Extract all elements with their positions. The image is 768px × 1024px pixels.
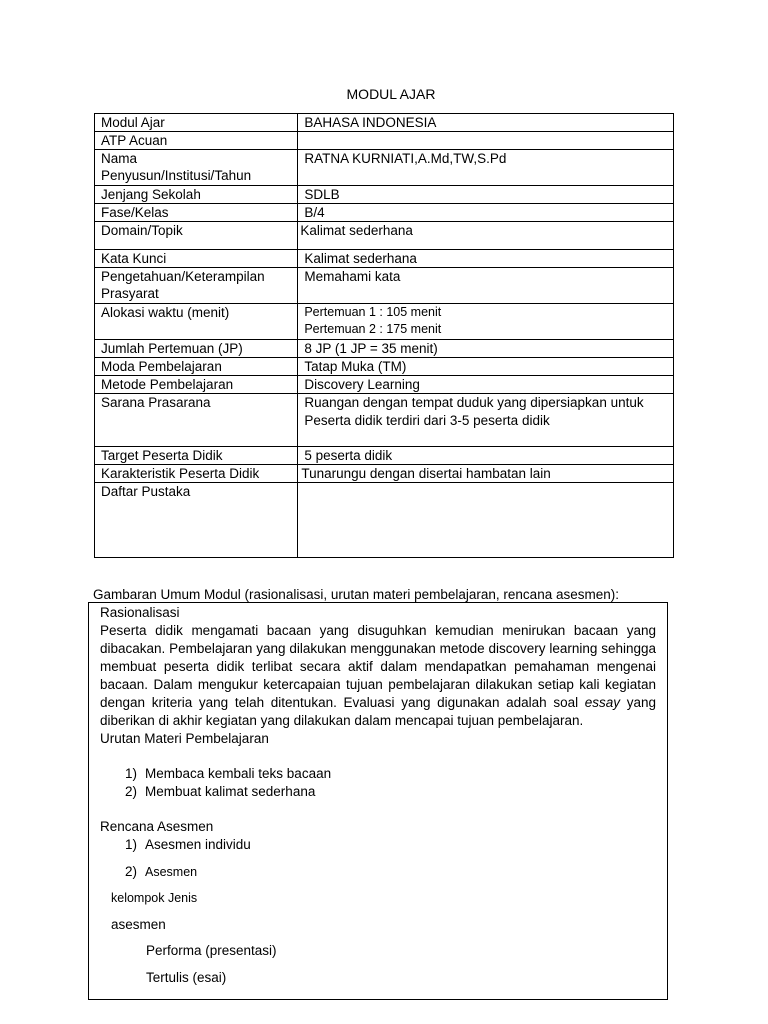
table-row [95, 358, 674, 376]
table-row [95, 250, 674, 268]
overview-heading: Gambaran Umum Modul (rasionalisasi, urutan materi pembelajaran, rencana asesmen): [93, 587, 619, 602]
row-label: Kata Kunci [95, 250, 298, 268]
list-number: 1) [125, 837, 138, 852]
list-text: Membuat kalimat sederhana [145, 784, 316, 799]
rasionalisasi-paragraph [100, 622, 656, 730]
jenis-item: Performa (presentasi) [146, 943, 277, 958]
table-row [95, 304, 674, 340]
row-label: Jenjang Sekolah [95, 186, 298, 204]
jenis-item: Tertulis (esai) [146, 970, 227, 985]
row-value-line: Pertemuan 1 : 105 menit [304, 305, 442, 319]
rasionalisasi-italic: essay [584, 695, 621, 710]
row-value [298, 132, 674, 150]
table-row [95, 340, 674, 358]
table-row [95, 465, 674, 483]
row-value [298, 394, 674, 447]
urutan-label: Urutan Materi Pembelajaran [100, 731, 269, 746]
row-value: 8 JP (1 JP = 35 menit) [298, 340, 674, 358]
row-label: Fase/Kelas [95, 204, 298, 222]
kelompok-jenis-text: kelompok Jenis [111, 891, 198, 905]
row-value: Kalimat sederhana [298, 250, 674, 268]
row-label: ATP Acuan [95, 132, 298, 150]
row-label: Metode Pembelajaran [95, 376, 298, 394]
row-value: Kalimat sederhana [298, 222, 674, 250]
row-label: Daftar Pustaka [95, 483, 298, 558]
row-value [298, 483, 674, 558]
document-title: MODUL AJAR [346, 86, 436, 102]
list-text: Membaca kembali teks bacaan [145, 766, 332, 781]
row-label: Jumlah Pertemuan (JP) [95, 340, 298, 358]
row-value: Memahami kata [298, 268, 674, 304]
rasionalisasi-text: Peserta didik mengamati bacaan yang disuguhkan kemudian menirukan bacaan yang dibacakan. Pembelajaran yang dilakukan menggunakan metode discovery learning sehingga membuat peserta didik terlibat secara aktif dalam mendapatkan pemahaman mengenai bacaan. Dalam mengukur ketercapaian tujuan pembelajaran dilakukan setiap kali kegiatan dengan kriteria yang telah ditentukan. Evaluasi yang digunakan adalah soal [100, 623, 656, 710]
list-number: 2) [125, 864, 138, 879]
table-row [95, 394, 674, 447]
table-row [95, 222, 674, 250]
row-label: Moda Pembelajaran [95, 358, 298, 376]
row-value: B/4 [298, 204, 674, 222]
table-row [95, 268, 674, 304]
row-label-line: Nama [101, 151, 138, 166]
overview-box [88, 602, 668, 1000]
row-value [298, 304, 674, 340]
row-value: Discovery Learning [298, 376, 674, 394]
overview-content [100, 604, 656, 748]
row-label: Domain/Topik [95, 222, 298, 250]
table-row [95, 150, 674, 186]
table-row [95, 132, 674, 150]
module-info-table [94, 113, 674, 558]
row-value: RATNA KURNIATI,A.Md,TW,S.Pd [298, 150, 674, 186]
row-value: BAHASA INDONESIA [298, 114, 674, 132]
row-value-line: Pertemuan 2 : 175 menit [304, 322, 442, 336]
asesmen-word: asesmen [111, 917, 166, 932]
list-text: Asesmen individu [145, 837, 251, 852]
row-label [95, 268, 298, 304]
asesmen-label: Rencana Asesmen [100, 819, 214, 834]
row-value-line: Peserta didik terdiri dari 3-5 peserta didik [304, 413, 550, 428]
row-label: Target Peserta Didik [95, 447, 298, 465]
row-value: SDLB [298, 186, 674, 204]
list-number: 2) [125, 784, 138, 799]
row-value: Tatap Muka (TM) [298, 358, 674, 376]
list-item [125, 783, 315, 801]
row-label [95, 150, 298, 186]
row-label: Alokasi waktu (menit) [95, 304, 298, 340]
row-value: Tunarungu dengan disertai hambatan lain [298, 465, 674, 483]
row-label: Karakteristik Peserta Didik [95, 465, 298, 483]
table-row [95, 114, 674, 132]
row-label-line: Pengetahuan/Keterampilan [101, 269, 265, 284]
list-number: 1) [125, 766, 138, 781]
table-row [95, 376, 674, 394]
row-label-line: Penyusun/Institusi/Tahun [101, 168, 252, 183]
table-row [95, 483, 674, 558]
rasionalisasi-text-end: yang diberikan di akhir kegiatan yang dilakukan dalam mencapai tujuan pembelajaran. [100, 695, 656, 728]
table-row [95, 204, 674, 222]
list-text: Asesmen [145, 865, 198, 879]
row-value-line: Ruangan dengan tempat duduk yang dipersiapkan untuk [304, 395, 644, 410]
rasionalisasi-label: Rasionalisasi [100, 605, 180, 620]
list-item [125, 863, 197, 881]
row-label: Sarana Prasarana [95, 394, 298, 447]
list-item [125, 836, 251, 854]
row-label-line: Prasyarat [101, 286, 159, 301]
table-row [95, 447, 674, 465]
row-label: Modul Ajar [95, 114, 298, 132]
row-value: 5 peserta didik [298, 447, 674, 465]
list-item [125, 765, 331, 783]
table-row [95, 186, 674, 204]
